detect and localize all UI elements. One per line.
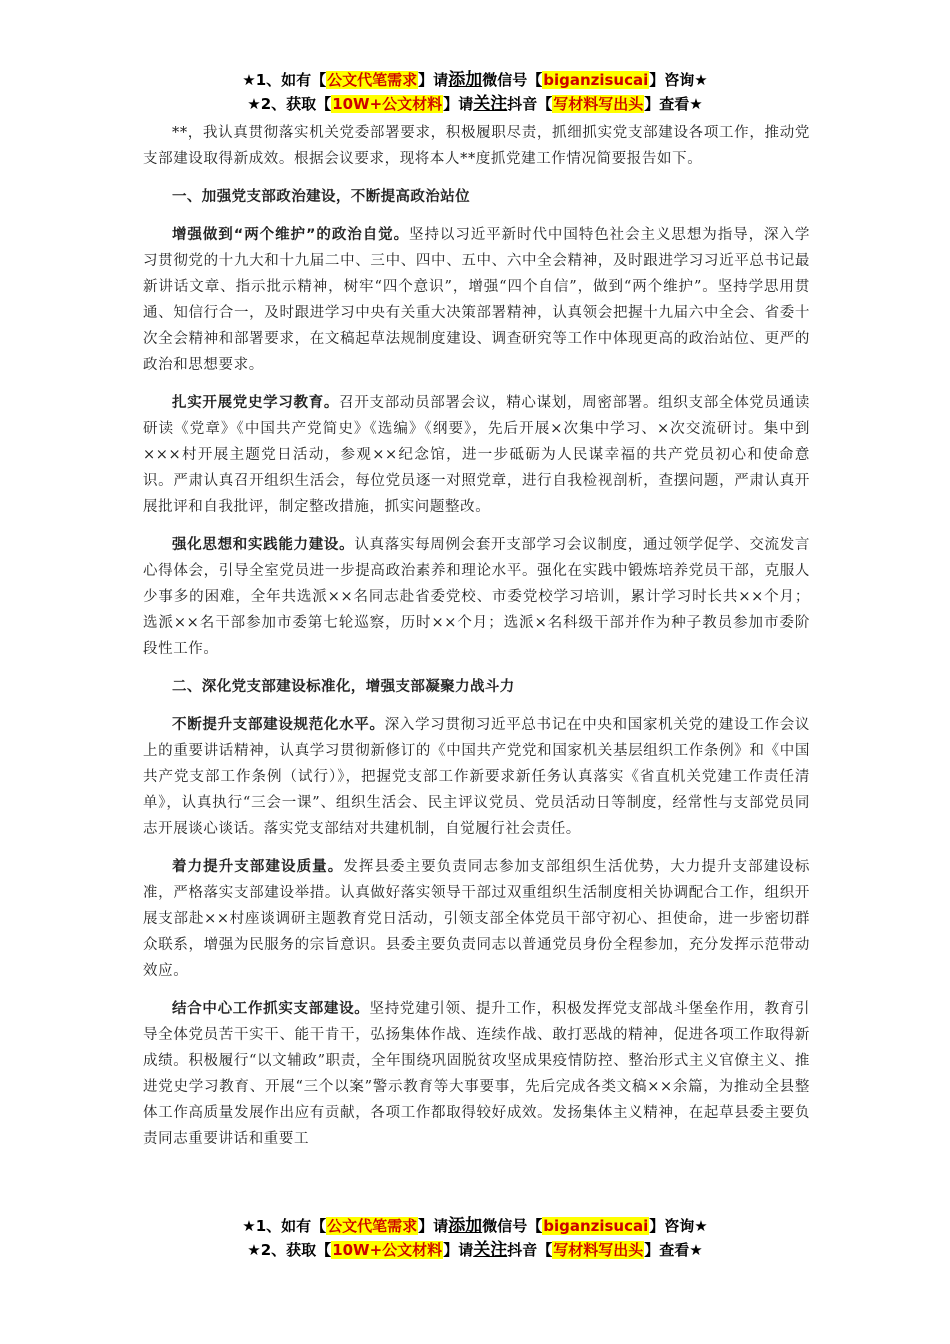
promo-emphasis: 添加 bbox=[448, 1216, 483, 1236]
promo-text: 微信号【 bbox=[482, 71, 543, 89]
promo-highlight: biganzisucai bbox=[543, 71, 649, 89]
promo-text: 】请 bbox=[443, 95, 474, 113]
paragraph-party-history bbox=[143, 390, 810, 520]
section-heading-2: 二、深化党支部建设标准化，增强支部凝聚力战斗力 bbox=[172, 679, 515, 695]
promo-text: 】查看★ bbox=[644, 95, 703, 113]
promo-highlight: 10W+公文材料 bbox=[332, 95, 443, 113]
promo-line-1 bbox=[0, 1214, 950, 1238]
promo-highlight: 10W+公文材料 bbox=[332, 1241, 443, 1259]
promo-text: 】请 bbox=[418, 71, 449, 89]
section-heading-1: 一、加强党支部政治建设，不断提高政治站位 bbox=[172, 189, 470, 205]
promo-text: 抖音【 bbox=[507, 1241, 553, 1259]
paragraph-text: 坚持党建引领、提升工作，积极发挥党支部战斗堡垒作用，教育引导全体党员苦干实干、能干肯干，弘扬集体作战、连续作战、敢打恶战的精神，促进各项工作取得新成绩。积极履行“以文辅政”职责，全年围绕巩固脱贫攻坚成果疫情防控、整治形式主义官僚主义、推进党史学习教育、开展“三个以案”警示教育等大事要事，先后完成各类文稿××余篇，为推动全县整体工作高质量发展作出应有贡献，各项工作都取得较好成效。发扬集体主义精神，在起草县委主要负责同志重要讲话和重要工 bbox=[143, 1001, 810, 1147]
promo-text: 微信号【 bbox=[482, 1217, 543, 1235]
promo-banner-top bbox=[0, 68, 950, 116]
paragraph-lead: 扎实开展党史学习教育。 bbox=[172, 395, 340, 411]
paragraph-lead: 结合中心工作抓实支部建设。 bbox=[172, 1001, 370, 1017]
promo-text: 抖音【 bbox=[507, 95, 553, 113]
intro-paragraph: **，我认真贯彻落实机关党委部署要求，积极履职尽责，抓细抓实党支部建设各项工作，推动党支部建设取得新成效。根据会议要求，现将本人**度抓党建工作情况简要报告如下。 bbox=[143, 125, 810, 167]
paragraph-text: 召开支部动员部署会议，精心谋划，周密部署。组织支部全体党员通读研读《党章》《中国共产党简史》《选编》《纲要》，先后开展×次集中学习、×次交流研讨。集中到×××村开展主题党日活动，参观××纪念馆，进一步砥砺为人民谋幸福的共产党员初心和使命意识。严肃认真召开组织生活会，每位党员逐一对照党章，进行自我检视剖析，查摆问题，严肃认真开展批评和自我批评，制定整改措施，抓实问题整改。 bbox=[143, 395, 810, 515]
paragraph-lead: 强化思想和实践能力建设。 bbox=[172, 537, 355, 553]
promo-text: 】咨询★ bbox=[649, 1217, 708, 1235]
promo-emphasis: 关注 bbox=[473, 94, 508, 114]
promo-text: ★1、如有【 bbox=[242, 71, 327, 89]
promo-text: 】请 bbox=[443, 1241, 474, 1259]
paragraph-text: 坚持以习近平新时代中国特色社会主义思想为指导，深入学习贯彻党的十九大和十九届二中、三中、四中、五中、六中全会精神，及时跟进学习习近平总书记最新讲话文章、指示批示精神，树牢“四个意识”，增强“四个自信”，做到“两个维护”。坚持学思用贯通、知信行合一，及时跟进学习中央有关重大决策部署精神，认真领会把握十九届六中全会、省委十次全会精神和部署要求，在文稿起草法规制度建设、调查研究等工作中体现更高的政治站位、更严的政治和思想要求。 bbox=[143, 227, 810, 373]
promo-text: 】请 bbox=[418, 1217, 449, 1235]
paragraph-lead: 不断提升支部建设规范化水平。 bbox=[172, 717, 385, 733]
promo-emphasis: 关注 bbox=[473, 1240, 508, 1260]
paragraph-political-awareness bbox=[143, 222, 810, 378]
paragraph-lead: 着力提升支部建设质量。 bbox=[172, 859, 344, 875]
promo-text: 】咨询★ bbox=[649, 71, 708, 89]
promo-banner-bottom bbox=[0, 1214, 950, 1262]
paragraph-ability-building bbox=[143, 532, 810, 662]
document-body bbox=[143, 120, 810, 1164]
paragraph-quality bbox=[143, 854, 810, 984]
paragraph-central-work bbox=[143, 996, 810, 1152]
paragraph-text: 发挥县委主要负责同志参加支部组织生活优势，大力提升支部建设标准，严格落实支部建设举措。认真做好落实领导干部过双重组织生活制度相关协调配合工作，组织开展支部赴××村座谈调研主题教育党日活动，引领支部全体党员干部守初心、担使命，进一步密切群众联系，增强为民服务的宗旨意识。县委主要负责同志以普通党员身份全程参加，充分发挥示范带动效应。 bbox=[143, 859, 810, 979]
promo-line-2 bbox=[0, 92, 950, 116]
promo-text: 】查看★ bbox=[644, 1241, 703, 1259]
promo-highlight: biganzisucai bbox=[543, 1217, 649, 1235]
promo-highlight: 写材料写出头 bbox=[553, 95, 644, 113]
promo-line-2 bbox=[0, 1238, 950, 1262]
promo-line-1 bbox=[0, 68, 950, 92]
promo-text: ★1、如有【 bbox=[242, 1217, 327, 1235]
paragraph-text: 认真落实每周例会套开支部学习会议制度，通过领学促学、交流发言心得体会，引导全室党员进一步提高政治素养和理论水平。强化在实践中锻炼培养党员干部，克服人少事多的困难，全年共选派××名同志赴省委党校、市委党校学习培训，累计学习时长共××个月；选派××名干部参加市委第七轮巡察，历时××个月；选派×名科级干部并作为种子教员参加市委阶段性工作。 bbox=[143, 537, 810, 657]
paragraph-standardization bbox=[143, 712, 810, 842]
paragraph-lead: 增强做到“两个维护”的政治自觉。 bbox=[172, 227, 410, 243]
promo-emphasis: 添加 bbox=[448, 70, 483, 90]
promo-text: ★2、获取【 bbox=[247, 95, 332, 113]
promo-highlight: 公文代笔需求 bbox=[327, 1217, 418, 1235]
promo-highlight: 公文代笔需求 bbox=[327, 71, 418, 89]
promo-text: ★2、获取【 bbox=[247, 1241, 332, 1259]
paragraph-text: 深入学习贯彻习近平总书记在中央和国家机关党的建设工作会议上的重要讲话精神，认真学习贯彻新修订的《中国共产党党和国家机关基层组织工作条例》和《中国共产党支部工作条例（试行）》，把握党支部工作新要求新任务认真落实《省直机关党建工作责任清单》，认真执行“三会一课”、组织生活会、民主评议党员、党员活动日等制度，经常性与支部党员同志开展谈心谈话。落实党支部结对共建机制，自觉履行社会责任。 bbox=[143, 717, 810, 837]
promo-highlight: 写材料写出头 bbox=[553, 1241, 644, 1259]
